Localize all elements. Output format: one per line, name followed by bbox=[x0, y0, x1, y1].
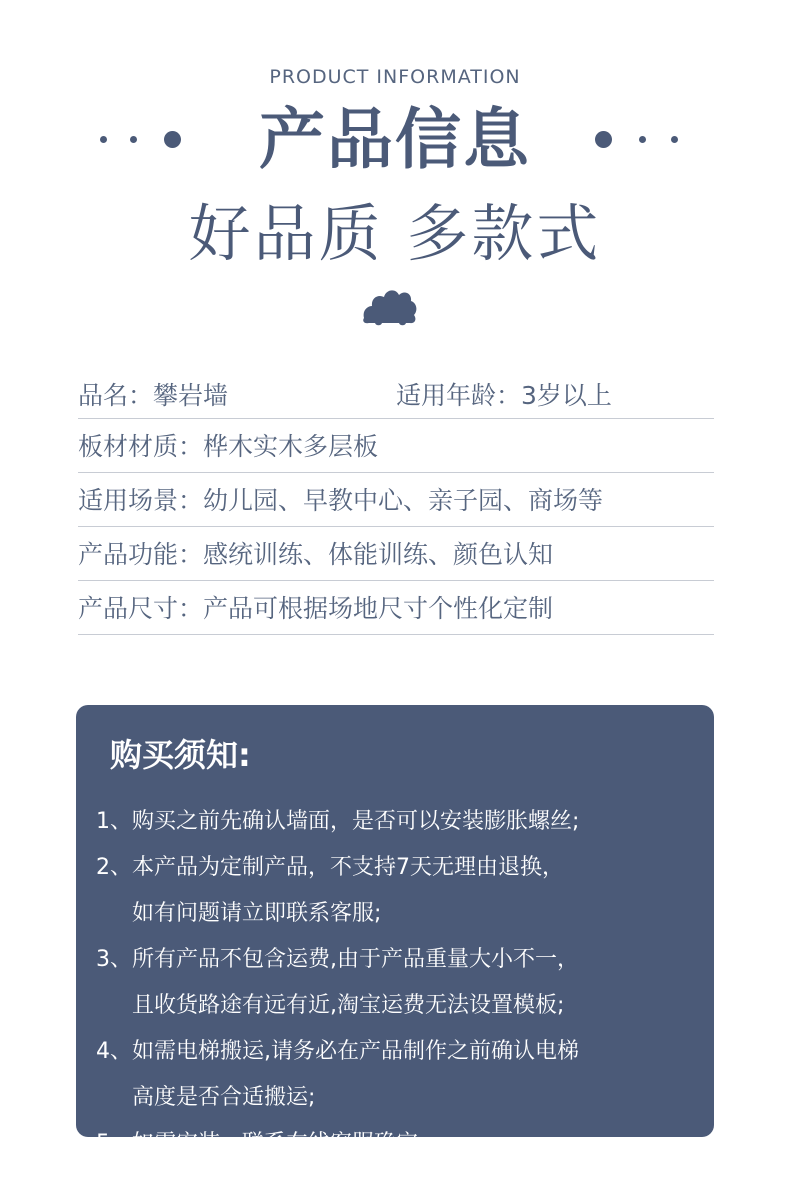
notice-item bbox=[96, 1121, 706, 1167]
notice-item-line: 1、购买之前先确认墙面，是否可以安装膨胀螺丝; bbox=[96, 809, 580, 834]
notice-item bbox=[96, 799, 706, 845]
notice-item-line: 3、所有产品不包含运费,由于产品重量大小不一， bbox=[96, 947, 579, 972]
info-row-text: 板材材质：桦木实木多层板 bbox=[78, 432, 379, 461]
notice-item-line-continued: 如有问题请立即联系客服; bbox=[132, 901, 382, 926]
dots-decoration-right-icon bbox=[595, 130, 690, 150]
notice-item-line: 4、如需电梯搬运,请务必在产品制作之前确认电梯 bbox=[96, 1039, 579, 1064]
info-row-text: 适用场景：幼儿园、早教中心、亲子园、商场等 bbox=[78, 486, 604, 515]
product-info-table bbox=[78, 368, 714, 635]
info-row-age-text: 适用年龄：3岁以上 bbox=[396, 381, 612, 410]
notice-item bbox=[96, 1029, 706, 1121]
notice-item bbox=[96, 845, 706, 937]
mascot-icon bbox=[360, 284, 420, 326]
notice-item-line-continued: 且收货路途有远有近,淘宝运费无法设置模板; bbox=[132, 993, 565, 1018]
sub-title: 好品质 多款式 bbox=[188, 197, 602, 270]
info-row-material bbox=[78, 419, 714, 473]
english-title: PRODUCT INFORMATION bbox=[269, 66, 521, 88]
info-row-size bbox=[78, 581, 714, 635]
info-row-function bbox=[78, 527, 714, 581]
info-row-text: 产品尺寸：产品可根据场地尺寸个性化定制 bbox=[78, 594, 554, 623]
main-title: 产品信息 bbox=[259, 101, 531, 178]
notice-title: 购买须知: bbox=[110, 736, 251, 774]
notice-list bbox=[96, 799, 706, 1167]
info-row-text: 品名：攀岩墙 bbox=[78, 381, 229, 410]
info-row-text: 产品功能：感统训练、体能训练、颜色认知 bbox=[78, 540, 554, 569]
purchase-notice-panel bbox=[76, 705, 714, 1156]
notice-item bbox=[96, 937, 706, 1029]
notice-item-line: 2、本产品为定制产品，不支持7天无理由退换， bbox=[96, 855, 564, 880]
info-row-name-age bbox=[78, 368, 714, 419]
notice-item-line: 5、如需安装，联系在线客服确定。 bbox=[96, 1131, 440, 1156]
info-row-scenario bbox=[78, 473, 714, 527]
notice-item-line-continued: 高度是否合适搬运; bbox=[132, 1085, 316, 1110]
